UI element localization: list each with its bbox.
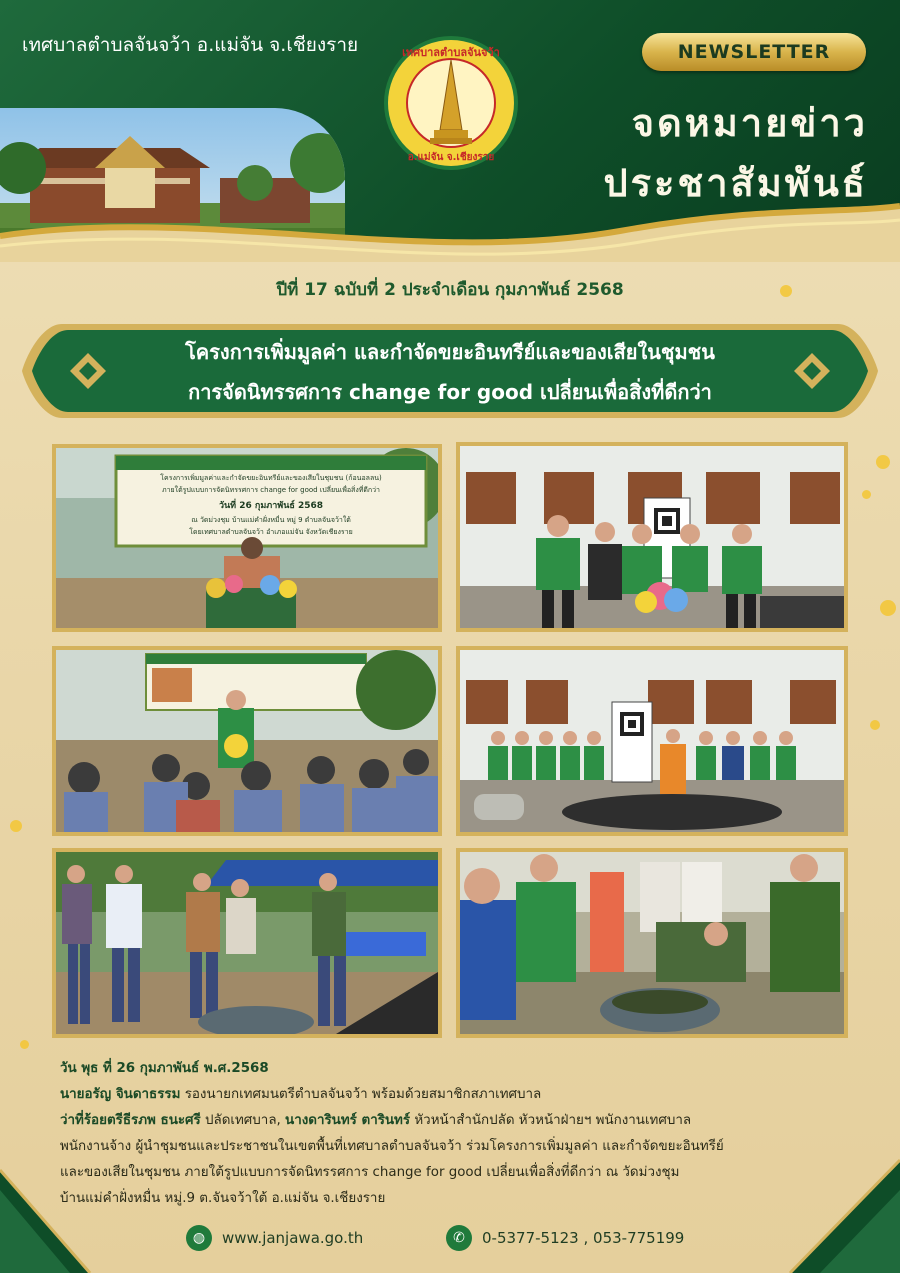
photo-speaker-banner [52, 444, 442, 632]
photo-compost-work [456, 848, 848, 1038]
footer-website[interactable] [186, 1225, 363, 1251]
newsletter-badge: NEWSLETTER [642, 33, 866, 71]
corner-decor-left [0, 1150, 110, 1273]
phone-icon: ✆ [446, 1225, 472, 1251]
headline-text [0, 332, 900, 412]
header-gold-wave [0, 196, 900, 262]
photo-audience-speaker [52, 646, 442, 836]
banner-text-4: ณ วัดม่วงชุม บ้านแม่คำฝั่งหมื่น หมู่ 9 ตำบลจันจว้าใต้ [191, 516, 351, 524]
photo-large-group [456, 646, 848, 836]
banner-text-5: โดยเทศบาลตำบลจันจว้า อำเภอแม่จัน จังหวัดเชียงราย [189, 528, 353, 536]
footer-phone[interactable] [446, 1225, 684, 1251]
photo-outdoor-tent [52, 848, 442, 1038]
banner-text-1: โครงการเพิ่มมูลค่าและกำจัดขยะอินทรีย์และของเสียในชุมชน (ก้อนอลลน) [160, 474, 382, 482]
caption-line-1 [60, 1082, 850, 1108]
svg-text:อ.แม่จัน จ.เชียงราย: อ.แม่จัน จ.เชียงราย [407, 152, 495, 163]
decor-dot [876, 455, 890, 469]
banner-text-2: ภายใต้รูปแบบการจัดนิทรรศการ change for good เปลี่ยนเพื่อสิ่งที่ดีกว่า [162, 486, 380, 494]
person2-role: ปลัดเทศบาล, [200, 1113, 286, 1128]
corner-decor-right [770, 1150, 900, 1273]
person2-name: ว่าที่ร้อยตรีธีรภพ ธนะศรี [60, 1113, 201, 1128]
person3-role: หัวหน้าสำนักปลัด หัวหน้าฝ่ายฯ พนักงานเทศบาล [410, 1113, 692, 1128]
article-caption [60, 1056, 850, 1212]
decor-dot [10, 820, 22, 832]
caption-body-3: บ้านแม่คำฝั่งหมื่น หมู่.9 ต.จันจว้าใต้ อ.แม่จัน จ.เชียงราย [60, 1191, 386, 1206]
caption-body-2: และของเสียในชุมชน ภายใต้รูปแบบการจัดนิทรรศการ change for good เปลี่ยนเพื่อสิ่งที่ดีกว่า ณ วัดม่วงชุม [60, 1165, 680, 1180]
caption-body-1: พนักงานจ้าง ผู้นำชุมชนและประชาชนในเขตพื้นที่เทศบาลตำบลจันจว้า ร่วมโครงการเพิ่มมูลค่า และกำจัดขยะอินทรีย์ [60, 1139, 724, 1154]
person3-name: นางดารินทร์ ตารินทร์ [285, 1113, 411, 1128]
decor-dot [880, 600, 896, 616]
svg-text:เทศบาลตำบลจันจว้า: เทศบาลตำบลจันจว้า [402, 46, 500, 59]
issue-info: ปีที่ 17 ฉบับที่ 2 ประจำเดือน กุมภาพันธ์ 2568 [276, 280, 624, 300]
photo-group-qr-board [456, 442, 848, 632]
title-line-2: ประชาสัมพันธ์ [603, 160, 868, 205]
header-band [0, 0, 900, 262]
person1-role: รองนายกเทศมนตรีตำบลจันจว้า พร้อมด้วยสมาชิกสภาเทศบาล [180, 1087, 542, 1102]
decor-dot [862, 490, 871, 499]
caption-line-2 [60, 1108, 850, 1134]
globe-icon: ◍ [186, 1225, 212, 1251]
phone-text[interactable]: 0-5377-5123 , 053-775199 [482, 1229, 685, 1247]
headline-line-2: การจัดนิทรรศการ change for good เปลี่ยนเพื่อสิ่งที่ดีกว่า [188, 380, 712, 404]
title-line-1: จดหมายข่าว [631, 100, 868, 145]
caption-date: วัน พุธ ที่ 26 กุมภาพันธ์ พ.ศ.2568 [60, 1061, 269, 1076]
decor-dot [870, 720, 880, 730]
decor-dot [20, 1040, 29, 1049]
headline-line-1: โครงการเพิ่มมูลค่า และกำจัดขยะอินทรีย์และของเสียในชุมชน [185, 340, 715, 364]
person1-name: นายอรัญ จินดาธรรม [60, 1087, 181, 1102]
website-text[interactable]: www.janjawa.go.th [222, 1229, 364, 1247]
org-name: เทศบาลตำบลจันจว้า อ.แม่จัน จ.เชียงราย [22, 34, 359, 56]
banner-text-3: วันที่ 26 กุมภาพันธ์ 2568 [218, 501, 324, 511]
municipal-seal-logo [382, 34, 520, 172]
